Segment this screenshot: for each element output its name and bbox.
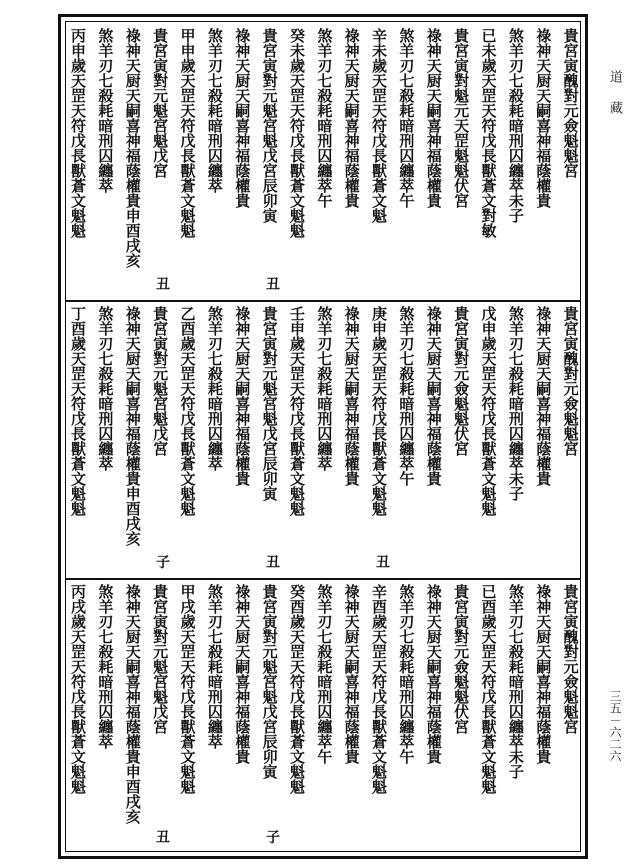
- text-column: 煞羊刃七殺耗暗刑囚纏萃未子: [506, 584, 525, 779]
- branch-marker: 丑: [156, 277, 170, 293]
- text-column: 祿神天厨天嗣喜神福蔭權貴申酉戌亥: [123, 28, 142, 268]
- text-column: 煞羊刃七殺耗暗刑囚纏萃: [315, 306, 334, 471]
- text-column: 煞羊刃七殺耗暗刑囚纏萃午: [315, 584, 334, 764]
- text-column: 癸酉歲天罡天符戊長獸蒼文魁魁: [287, 584, 306, 794]
- text-column: 煞羊刃七殺耗暗刑囚纏萃: [96, 306, 115, 471]
- text-column: 煞羊刃七殺耗暗刑囚纏萃未子: [506, 28, 525, 223]
- collection-title: 道藏: [607, 70, 622, 132]
- text-panel: [66, 22, 580, 302]
- branch-marker: 丑: [266, 277, 280, 293]
- text-column: 煞羊刃七殺耗暗刑囚纏萃: [205, 584, 224, 749]
- text-column: 貴宮寅對元魁宮魁戊宮辰卯寅: [260, 584, 279, 779]
- text-column: 癸未歲天罡天符戊長獸蒼文魁魁: [287, 28, 306, 238]
- text-column: 祿神天厨天嗣喜神福蔭權貴: [534, 306, 553, 486]
- page-frame: [58, 14, 588, 859]
- branch-marker: 丑: [156, 830, 170, 846]
- text-column: 乙酉歲天罡天符戊長獸蒼文魁魁: [178, 306, 197, 516]
- text-column: 丙申歲天罡天符戊長獸蒼文魁魁: [69, 28, 87, 238]
- text-column: 煞羊刃七殺耗暗刑囚纏萃午: [397, 306, 416, 486]
- text-column: 煞羊刃七殺耗暗刑囚纏萃午: [397, 584, 416, 764]
- text-column: 祿神天厨天嗣喜神福蔭權貴: [534, 28, 553, 208]
- text-column: 祿神天厨天嗣喜神福蔭權貴: [424, 28, 443, 208]
- text-column: 甲申歲天罡天符戊長獸蒼文魁魁: [178, 28, 197, 238]
- text-column: 祿神天厨天嗣喜神福蔭權貴: [233, 28, 252, 208]
- text-column: 貴宮寅對元魁宮魁戊宮辰卯寅: [260, 28, 279, 223]
- page-number: 三五－六二六: [608, 690, 622, 762]
- text-column: 貴宮寅對元魁宮魁戊宮: [151, 306, 170, 456]
- branch-marker: 子: [266, 830, 280, 846]
- text-column: 貴宮寅對魁元天罡魁魁伏宮: [452, 28, 471, 208]
- text-column: 祿神天厨天嗣喜神福蔭權貴申酉戌亥: [123, 584, 142, 824]
- text-column: 辛未歲天罡天符戊長獸蒼文魁: [370, 28, 389, 223]
- branch-marker: 丑: [376, 555, 390, 571]
- text-column: 壬申歲天罡天符戊長獸蒼文魁魁: [287, 306, 306, 516]
- text-column: 祿神天厨天嗣喜神福蔭權貴: [342, 584, 361, 764]
- page-inner-border: [65, 21, 581, 852]
- text-column: 煞羊刃七殺耗暗刑囚纏萃: [205, 306, 224, 471]
- text-column: 貴宮寅醜對元僉魁魁宮: [561, 28, 580, 178]
- text-column: 辛酉歲天罡天符戊長獸蒼文魁魁: [370, 584, 389, 794]
- text-column: 祿神天厨天嗣喜神福蔭權貴: [424, 306, 443, 486]
- text-column: 祿神天厨天嗣喜神福蔭權貴: [534, 584, 553, 764]
- text-column: 祿神天厨天嗣喜神福蔭權貴: [424, 584, 443, 764]
- text-column: 貴宮寅醜對元僉魁魁宮: [561, 584, 580, 734]
- text-column: 煞羊刃七殺耗暗刑囚纏萃: [96, 584, 115, 749]
- text-column: 煞羊刃七殺耗暗刑囚纏萃未子: [506, 306, 525, 501]
- text-column: 煞羊刃七殺耗暗刑囚纏萃: [96, 28, 115, 193]
- text-column: 貴宮寅對元魁宮魁戊宮辰卯寅: [260, 306, 279, 501]
- text-panel: [66, 578, 580, 853]
- text-column: 已未歲天罡天符戊長獸蒼文對敏: [479, 28, 498, 238]
- text-column: 貴宮寅醜對元僉魁魁宮: [561, 306, 580, 456]
- text-column: 貴宮寅對元僉魁魁伏宮: [452, 584, 471, 734]
- text-column: 已酉歲天罡天符戊長獸蒼文魁魁: [479, 584, 498, 794]
- branch-marker: 丑: [266, 555, 280, 571]
- text-panel: [66, 300, 580, 580]
- text-column: 煞羊刃七殺耗暗刑囚纏萃: [205, 28, 224, 193]
- branch-marker: 子: [156, 555, 170, 571]
- text-column: 貴宮寅對元魁宮魁戊宮: [151, 28, 170, 178]
- text-column: 貴宮寅對元魁宮魁戊宮: [151, 584, 170, 734]
- text-column: 祿神天厨天嗣喜神福蔭權貴: [233, 306, 252, 486]
- text-column: 祿神天厨天嗣喜神福蔭權貴: [233, 584, 252, 764]
- text-column: 丁酉歲天罡天符戊長獸蒼文魁魁: [69, 306, 87, 516]
- text-column: 祿神天厨天嗣喜神福蔭權貴: [342, 28, 361, 208]
- text-column: 庚申歲天罡天符戊長獸蒼文魁魁: [370, 306, 389, 516]
- text-column: 甲戌歲天罡天符戊長獸蒼文魁魁: [178, 584, 197, 794]
- text-column: 祿神天厨天嗣喜神福蔭權貴: [342, 306, 361, 486]
- text-column: 祿神天厨天嗣喜神福蔭權貴申酉戌亥: [123, 306, 142, 546]
- text-column: 丙戌歲天罡天符戊長獸蒼文魁魁: [69, 584, 87, 794]
- text-column: 貴宮寅對元僉魁魁伏宮: [452, 306, 471, 456]
- text-column: 煞羊刃七殺耗暗刑囚纏萃午: [315, 28, 334, 208]
- text-column: 戊申歲天罡天符戊長獸蒼文魁魁: [479, 306, 498, 516]
- text-column: 煞羊刃七殺耗暗刑囚纏萃午: [397, 28, 416, 208]
